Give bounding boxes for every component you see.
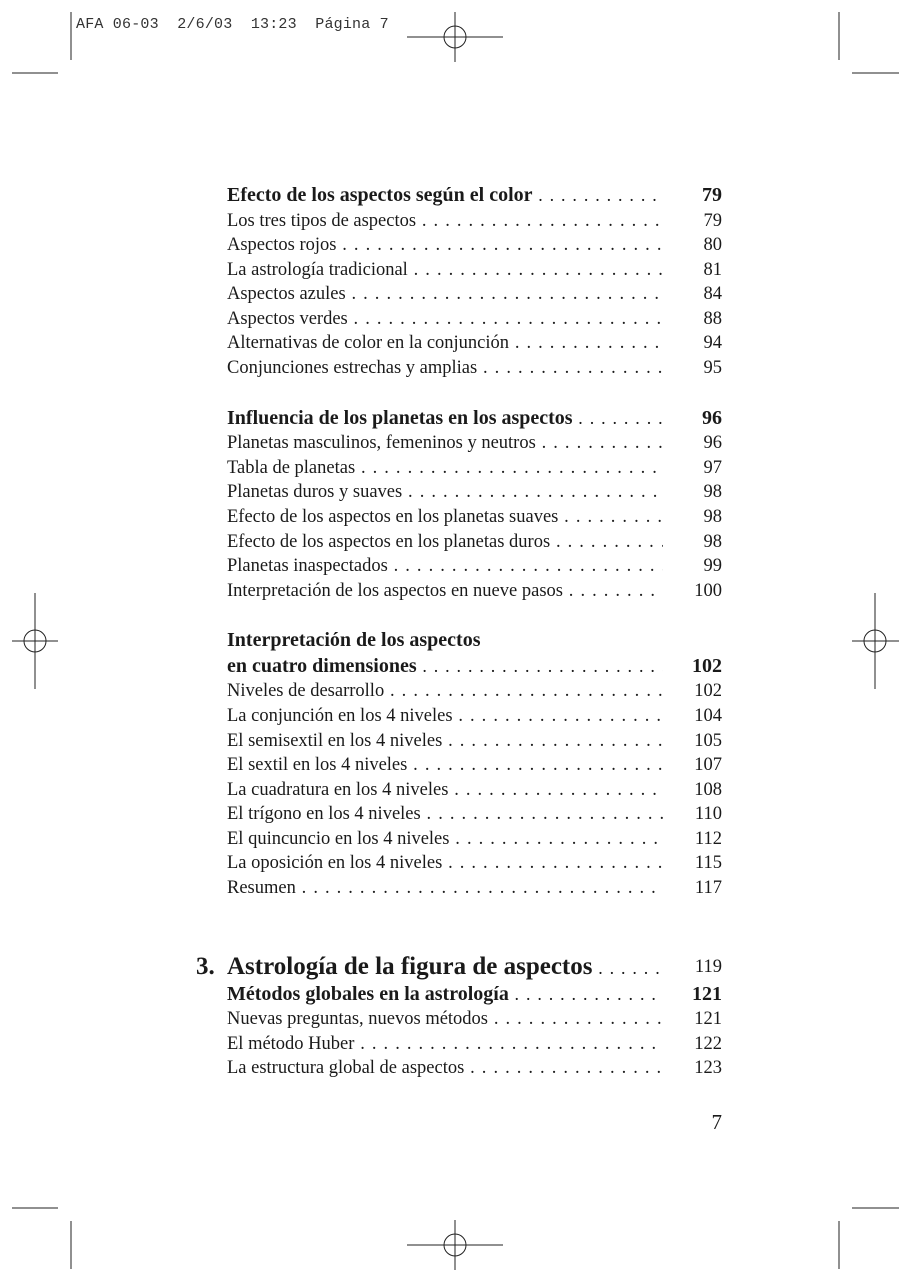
toc-heading-line: Interpretación de los aspectos [227, 629, 481, 652]
printer-slug-line: AFA 06-03 2/6/03 13:23 Página 7 [76, 16, 389, 33]
toc-entry: El sextil en los 4 niveles . . . 107 [196, 753, 726, 778]
toc-entry: El trígono en los 4 niveles . . . 110 [196, 802, 726, 827]
toc-entry: La conjunción en los 4 niveles . . . 104 [196, 704, 726, 729]
toc-entry: Aspectos verdes . . . 88 [196, 307, 726, 332]
toc-entry: Interpretación de los aspectos en nueve pasos . . . 100 [196, 579, 726, 604]
toc-entry: La estructura global de aspectos . . . 123 [196, 1056, 726, 1081]
toc-entry: Planetas duros y suaves . . . 98 [196, 480, 726, 505]
registration-target-left [12, 593, 58, 689]
registration-target-top [407, 12, 503, 62]
toc-entry: El quincuncio en los 4 niveles . . . 112 [196, 827, 726, 852]
chapter-number: 3. [196, 952, 215, 980]
toc-entry: El semisextil en los 4 niveles . . . 105 [196, 729, 726, 754]
toc-entry: Efecto de los aspectos en los planetas duros . . . 98 [196, 530, 726, 555]
toc-entry: Aspectos azules . . . 84 [196, 282, 726, 307]
chapter-page: 119 [694, 956, 722, 977]
registration-target-right [852, 593, 899, 689]
toc-entry: Tabla de planetas . . . 97 [196, 456, 726, 481]
toc-entry: Resumen . . . 117 [196, 876, 726, 901]
toc-entry: El método Huber . . . 122 [196, 1032, 726, 1057]
toc-heading: Métodos globales en la astrología . . . 121 [196, 982, 726, 1008]
toc-entry: Planetas masculinos, femeninos y neutros . . . 96 [196, 431, 726, 456]
toc-entry: Planetas inaspectados . . . 99 [196, 554, 726, 579]
toc-entry: Efecto de los aspectos en los planetas suaves . . . 98 [196, 505, 726, 530]
toc-entry: Alternativas de color en la conjunción . . . 94 [196, 331, 726, 356]
toc-entry: Aspectos rojos . . . 80 [196, 233, 726, 258]
page-number: 7 [711, 1110, 722, 1134]
toc-chapter-heading [196, 952, 726, 982]
toc-entry: La cuadratura en los 4 niveles . . . 108 [196, 778, 726, 803]
toc-entry: Nuevas preguntas, nuevos métodos . . . 121 [196, 1007, 726, 1032]
toc-heading: Influencia de los planetas en los aspectos . . . 96 [196, 406, 726, 432]
table-of-contents [196, 183, 726, 1081]
toc-heading: en cuatro dimensiones . . . 102 [196, 654, 726, 680]
toc-entry: La oposición en los 4 niveles . . . 115 [196, 851, 726, 876]
toc-entry: La astrología tradicional . . . 81 [196, 258, 726, 283]
registration-target-bottom [407, 1220, 503, 1270]
toc-heading: Efecto de los aspectos según el color . . . 79 [196, 183, 726, 209]
toc-entry: Conjunciones estrechas y amplias . . . 95 [196, 356, 726, 381]
chapter-title: Astrología de la figura de aspectos . . . [227, 952, 663, 983]
toc-entry: Los tres tipos de aspectos . . . 79 [196, 209, 726, 234]
toc-entry: Niveles de desarrollo . . . 102 [196, 679, 726, 704]
